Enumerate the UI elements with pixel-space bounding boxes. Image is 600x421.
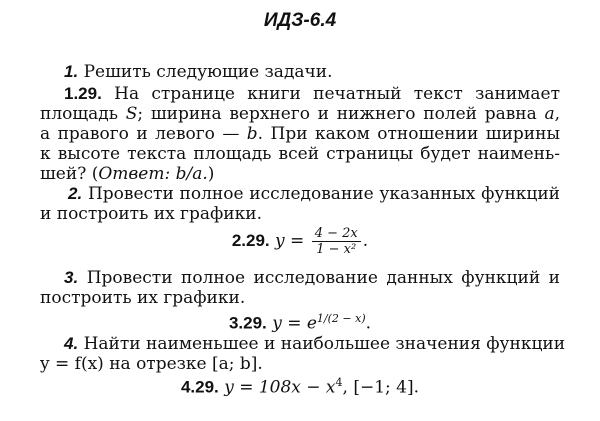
problem-1-29-line-4: к высоте текста площадь всей страницы будет наимень- (40, 144, 560, 164)
formula-2-29-denominator: 1 − x² (316, 242, 357, 257)
answer-text: Ответ: b/a. (98, 164, 208, 184)
problem-1-29-text-2c: , (554, 104, 560, 124)
formula-4-29-lhs: y = 108x − x (224, 377, 336, 398)
formula-2-29-number: 2.29. (231, 231, 270, 250)
problem-1-29-text-2b: ; ширина верхнего и нижнего полей равна (137, 104, 545, 124)
variable-a: a (544, 104, 555, 124)
variable-b: b (246, 124, 258, 144)
task-4-number: 4. (64, 334, 79, 353)
problem-1-29-text-3a: а правого и левого — (40, 124, 247, 144)
problem-1-29-line-5 (40, 164, 560, 184)
formula-2-29-numerator: 4 − 2x (312, 226, 361, 242)
task-3-text-1: Провести полное исследование данных функций и (78, 268, 560, 288)
formula-3-29-lhs: y = e (272, 313, 317, 334)
formula-3-29-exponent: 1/(2 − x) (316, 312, 366, 325)
problem-1-29-text-5a: шей? ( (40, 164, 99, 184)
problem-1-29-number: 1.29. (64, 84, 102, 103)
formula-2-29-end: . (362, 231, 369, 251)
task-2-line-2: и построить их графики. (40, 204, 262, 224)
document-title: ИДЗ-6.4 (263, 10, 337, 31)
formula-3-29 (0, 312, 600, 334)
formula-4-29-interval: , [−1; 4]. (342, 377, 420, 398)
task-3-number: 3. (64, 268, 79, 287)
formula-3-29-number: 3.29. (228, 313, 267, 333)
task-2-text-1: Провести полное исследование указанных функций (82, 184, 560, 204)
problem-1-29-text-3b: . При каком отношении ширины (257, 124, 560, 144)
problem-1-29-line-2 (40, 104, 560, 124)
task-2-number: 2. (68, 184, 83, 203)
problem-1-29-text-5b: ) (207, 164, 215, 184)
problem-1-29-text-1: На странице книги печатный текст занимает (101, 84, 560, 104)
formula-2-29-fraction (312, 226, 361, 257)
task-1-text: Решить следующие задачи. (78, 62, 333, 82)
task-1-heading (64, 62, 560, 82)
formula-2-29-lhs: y = (275, 231, 305, 251)
problem-1-29-line-1 (64, 84, 560, 104)
task-3-line-2: построить их графики. (40, 288, 246, 308)
formula-4-29-power: 4 (335, 376, 343, 389)
problem-1-29-text-2a: площадь (40, 104, 126, 124)
variable-s: S (125, 104, 138, 124)
task-4-line-2: y = f(x) на отрезке [a; b]. (40, 354, 263, 374)
task-2-line-1 (68, 184, 560, 204)
task-1-number: 1. (64, 62, 79, 81)
task-3-line-1 (64, 268, 560, 288)
formula-4-29-number: 4.29. (180, 377, 219, 397)
formula-3-29-end: . (365, 313, 372, 334)
task-4-line-1 (64, 334, 566, 354)
problem-1-29-line-3 (40, 124, 560, 144)
task-4-text-1: Найти наименьшее и наибольшее значения функции (78, 334, 566, 354)
formula-4-29 (0, 376, 600, 398)
formula-2-29 (0, 226, 600, 257)
